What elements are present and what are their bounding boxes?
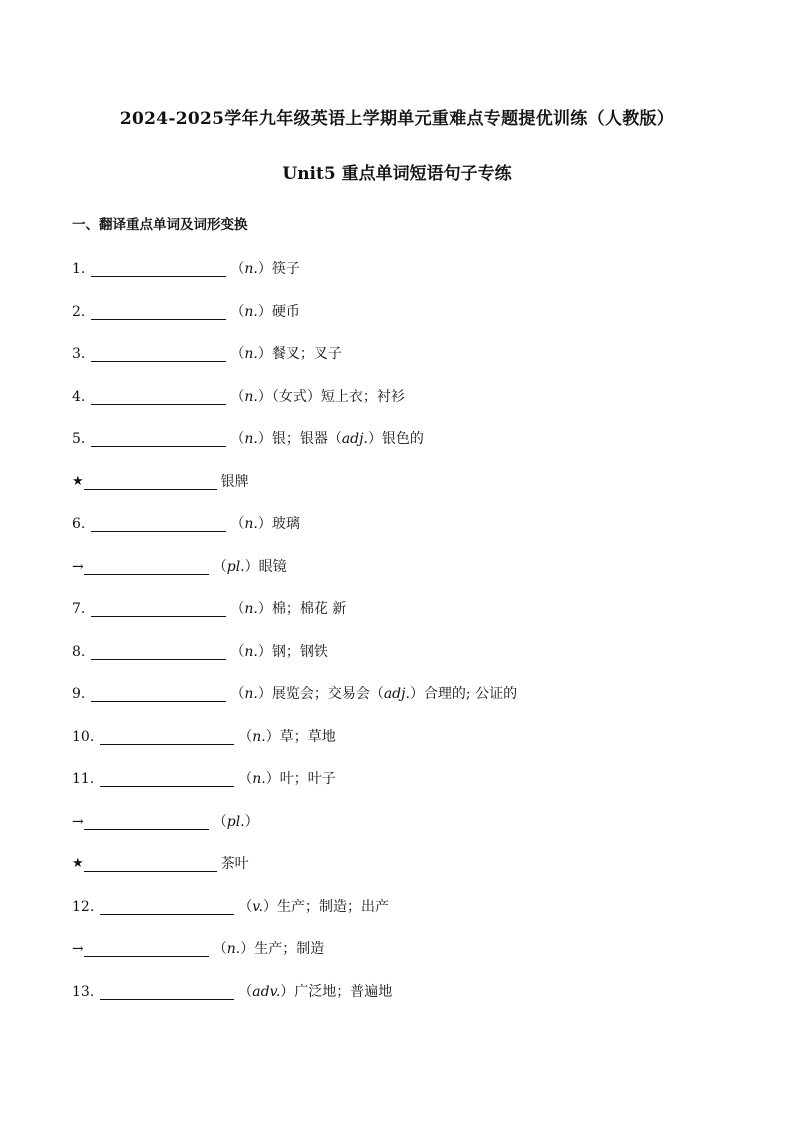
exercise-item-11: 11. （ n. ）叶；叶子 (72, 771, 336, 787)
answer-blank[interactable] (91, 432, 226, 447)
arrow-right-icon: → (72, 941, 84, 957)
item-number: 10. (72, 729, 95, 745)
item-number: 2. (72, 304, 86, 320)
meaning-text-2: ）银色的 (367, 431, 424, 447)
item-number: 4. (72, 389, 86, 405)
meaning-text: ）草；草地 (265, 729, 336, 745)
answer-blank[interactable] (100, 730, 234, 745)
item-number: 7. (72, 601, 86, 617)
part-of-speech: n. (244, 261, 258, 277)
meaning-text: ）玻璃 (257, 516, 300, 532)
part-of-speech: pl. (226, 814, 245, 830)
meaning-text: ）展览会；交易会（ (257, 686, 384, 702)
item-number: 6. (72, 516, 86, 532)
item-number: 11. (72, 771, 95, 787)
meaning-text: ） (244, 814, 259, 830)
item-number: 3. (72, 346, 86, 362)
arrow-right-icon: → (72, 814, 84, 830)
exercise-item-arrow-3: → （ n. ）生产；制造 (72, 941, 325, 957)
exercise-item-2: 2. （ n. ）硬币 (72, 304, 300, 320)
exercise-item-1: 1. （ n. ）筷子 (72, 261, 300, 277)
exercise-item-arrow-1: → （ pl. ）眼镜 (72, 559, 287, 575)
meaning-text: ）广泛地；普遍地 (280, 984, 393, 1000)
answer-blank[interactable] (91, 347, 226, 362)
answer-blank[interactable] (91, 305, 226, 320)
star-icon: ★ (72, 856, 84, 871)
meaning-text: ）棉；棉花 新 (257, 601, 347, 617)
answer-blank[interactable] (100, 772, 234, 787)
answer-blank[interactable] (91, 390, 226, 405)
meaning-text: ）眼镜 (244, 559, 287, 575)
meaning-text: 银牌 (220, 474, 249, 490)
part-of-speech: n. (226, 941, 241, 957)
star-icon: ★ (72, 474, 84, 489)
exercise-item-star-1 (72, 472, 249, 492)
part-of-speech: v. (252, 899, 263, 915)
answer-blank[interactable] (91, 262, 226, 277)
meaning-text: ）（女式）短上衣；衬衫 (257, 389, 405, 405)
answer-blank[interactable] (91, 517, 226, 532)
part-of-speech: n. (244, 389, 258, 405)
exercise-item-9: 9. （ n. ）展览会；交易会（ adj. ）合理的; 公证的 (72, 686, 518, 702)
part-of-speech: pl. (226, 559, 245, 575)
part-of-speech: adv. (252, 984, 281, 1000)
answer-blank[interactable] (100, 900, 234, 915)
document-title: 2024-2025学年九年级英语上学期单元重难点专题提优训练（人教版） (119, 109, 675, 129)
part-of-speech: n. (244, 601, 258, 617)
meaning-text: ）生产；制造；出产 (262, 899, 389, 915)
exercise-item-5: 5. （ n. ）银；银器（ adj. ）银色的 (72, 431, 424, 447)
part-of-speech: n. (244, 431, 258, 447)
answer-blank[interactable] (100, 985, 234, 1000)
item-number: 8. (72, 644, 86, 660)
meaning-text: ）钢；钢铁 (257, 644, 328, 660)
exercise-item-12: 12. （ v. ）生产；制造；出产 (72, 899, 389, 915)
part-of-speech-2: adj. (383, 686, 410, 702)
arrow-right-icon: → (72, 559, 84, 575)
exercise-item-10: 10. （ n. ）草；草地 (72, 729, 336, 745)
meaning-text: ）餐叉；叉子 (257, 346, 342, 362)
answer-blank[interactable] (91, 645, 226, 660)
exercise-item-13: 13. （ adv. ）广泛地；普遍地 (72, 984, 393, 1000)
answer-blank[interactable] (91, 602, 226, 617)
exercise-item-8: 8. （ n. ）钢；钢铁 (72, 644, 328, 660)
answer-blank[interactable] (84, 560, 209, 575)
part-of-speech: n. (244, 304, 258, 320)
item-number: 9. (72, 686, 86, 702)
exercise-item-4: 4. （ n. ）（女式）短上衣；衬衫 (72, 389, 405, 405)
part-of-speech: n. (244, 516, 258, 532)
meaning-text: ）生产；制造 (240, 941, 325, 957)
exercise-item-arrow-2: → （ pl. ） (72, 814, 259, 830)
item-number: 1. (72, 261, 86, 277)
answer-blank[interactable] (84, 475, 217, 490)
document-subtitle: Unit5 重点单词短语句子专练 (282, 164, 512, 184)
meaning-text-2: ）合理的; 公证的 (409, 686, 518, 702)
exercise-item-7: 7. （ n. ）棉；棉花 新 (72, 601, 347, 617)
answer-blank[interactable] (84, 815, 209, 830)
exercise-item-3: 3. （ n. ）餐叉；叉子 (72, 346, 342, 362)
meaning-text: ）银；银器（ (257, 431, 342, 447)
part-of-speech: n. (252, 771, 266, 787)
meaning-text: 茶叶 (220, 856, 249, 872)
answer-blank[interactable] (84, 942, 209, 957)
part-of-speech: n. (244, 686, 258, 702)
meaning-text: ）硬币 (257, 304, 300, 320)
part-of-speech: n. (244, 644, 258, 660)
answer-blank[interactable] (84, 857, 217, 872)
answer-blank[interactable] (91, 687, 226, 702)
item-number: 5. (72, 431, 86, 447)
part-of-speech: n. (252, 729, 266, 745)
item-number: 13. (72, 984, 95, 1000)
meaning-text: ）叶；叶子 (265, 771, 336, 787)
exercise-item-6: 6. （ n. ）玻璃 (72, 516, 300, 532)
part-of-speech: n. (244, 346, 258, 362)
meaning-text: ）筷子 (257, 261, 300, 277)
exercise-item-star-2 (72, 854, 249, 874)
item-number: 12. (72, 899, 95, 915)
section-heading: 一、翻译重点单词及词形变换 (72, 217, 248, 233)
part-of-speech-2: adj. (341, 431, 368, 447)
